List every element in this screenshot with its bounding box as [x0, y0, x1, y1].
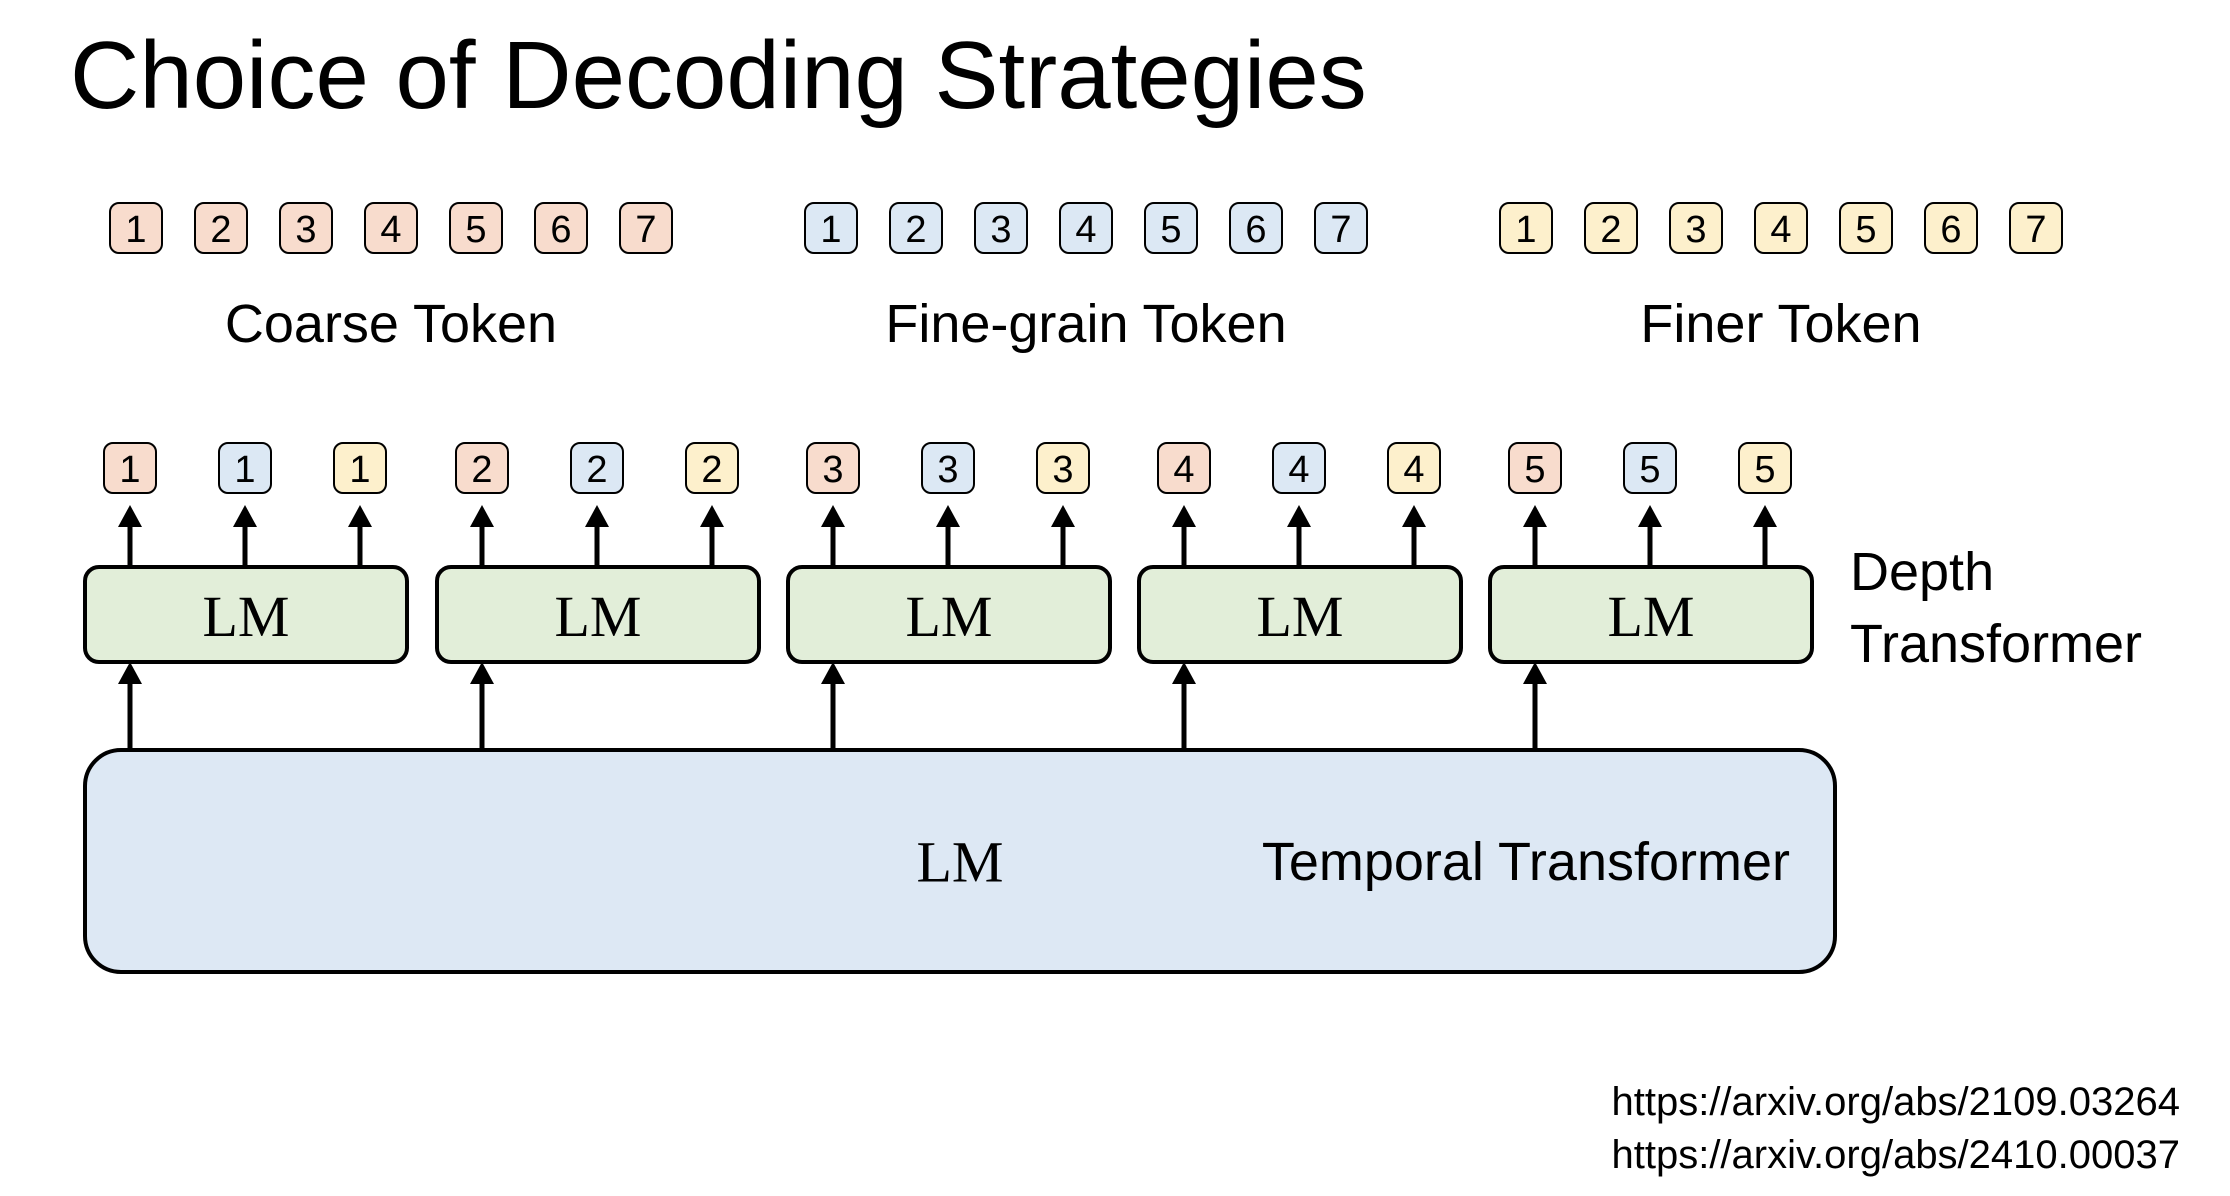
- output-token-label: 4: [1288, 449, 1310, 491]
- input-arrow-head: [470, 662, 494, 684]
- input-arrow-head: [1523, 662, 1547, 684]
- token-label: 2: [1600, 209, 1622, 251]
- output-token-label: 1: [349, 449, 371, 491]
- token-label: 4: [1770, 209, 1792, 251]
- output-arrow-head: [470, 505, 494, 527]
- token-groups: [110, 203, 2062, 354]
- token-label: 4: [380, 209, 402, 251]
- token-label: 3: [295, 209, 317, 251]
- token-label: 1: [1515, 209, 1537, 251]
- input-arrow-head: [1172, 662, 1196, 684]
- token-group: [110, 203, 672, 354]
- input-arrow-head: [821, 662, 845, 684]
- token-group-label: Coarse Token: [224, 294, 558, 354]
- depth-step: [1139, 443, 1461, 750]
- slide-title: Choice of Decoding Strategies: [70, 22, 1367, 129]
- token-group: [1500, 203, 2062, 354]
- depth-lm-label: LM: [905, 584, 993, 649]
- output-arrow-head: [1523, 505, 1547, 527]
- output-arrow-head: [1172, 505, 1196, 527]
- output-token-label: 5: [1524, 449, 1546, 491]
- depth-lm-label: LM: [1256, 584, 1344, 649]
- output-arrow-head: [233, 505, 257, 527]
- token-label: 7: [2025, 209, 2047, 251]
- output-token-label: 2: [701, 449, 723, 491]
- depth-step: [788, 443, 1110, 750]
- output-arrow-head: [1402, 505, 1426, 527]
- output-arrow-head: [1287, 505, 1311, 527]
- output-token-label: 4: [1173, 449, 1195, 491]
- reference-link[interactable]: https://arxiv.org/abs/2109.03264: [1611, 1080, 2180, 1124]
- token-label: 4: [1075, 209, 1097, 251]
- output-token-label: 1: [234, 449, 256, 491]
- token-label: 5: [465, 209, 487, 251]
- temporal-transformer-label: Temporal Transformer: [1261, 832, 1790, 892]
- input-arrow-head: [118, 662, 142, 684]
- depth-transformer-label: Transformer: [1850, 614, 2143, 674]
- token-group: [805, 203, 1367, 354]
- token-label: 1: [125, 209, 147, 251]
- output-token-label: 2: [471, 449, 493, 491]
- output-arrow-head: [821, 505, 845, 527]
- token-group-label: Finer Token: [1640, 294, 1922, 354]
- depth-lm-label: LM: [554, 584, 642, 649]
- reference-link[interactable]: https://arxiv.org/abs/2410.00037: [1611, 1133, 2180, 1177]
- output-arrow-head: [585, 505, 609, 527]
- token-label: 5: [1160, 209, 1182, 251]
- depth-step: [437, 443, 759, 750]
- depth-transformer-label: Depth: [1850, 542, 1995, 602]
- token-label: 6: [1245, 209, 1267, 251]
- token-label: 5: [1855, 209, 1877, 251]
- depth-step: [85, 443, 407, 750]
- output-token-label: 5: [1754, 449, 1776, 491]
- temporal-lm-label: LM: [916, 829, 1004, 895]
- token-label: 3: [1685, 209, 1707, 251]
- token-label: 7: [1330, 209, 1352, 251]
- token-label: 6: [550, 209, 572, 251]
- token-label: 7: [635, 209, 657, 251]
- output-token-label: 3: [937, 449, 959, 491]
- output-arrow-head: [936, 505, 960, 527]
- output-token-label: 2: [586, 449, 608, 491]
- output-token-label: 5: [1639, 449, 1661, 491]
- depth-lm-label: LM: [1607, 584, 1695, 649]
- depth-step: [1490, 443, 1812, 750]
- output-token-label: 4: [1403, 449, 1425, 491]
- output-arrow-head: [1753, 505, 1777, 527]
- output-arrow-head: [1051, 505, 1075, 527]
- token-label: 6: [1940, 209, 1962, 251]
- temporal-transformer: [85, 750, 1835, 972]
- token-label: 3: [990, 209, 1012, 251]
- output-token-label: 3: [1052, 449, 1074, 491]
- output-arrow-head: [1638, 505, 1662, 527]
- output-token-label: 3: [822, 449, 844, 491]
- token-group-label: Fine-grain Token: [885, 294, 1287, 354]
- output-arrow-head: [118, 505, 142, 527]
- token-label: 2: [210, 209, 232, 251]
- output-arrow-head: [348, 505, 372, 527]
- depth-lm-label: LM: [202, 584, 290, 649]
- token-label: 2: [905, 209, 927, 251]
- output-arrow-head: [700, 505, 724, 527]
- token-label: 1: [820, 209, 842, 251]
- depth-transformer-layer: [85, 443, 1812, 750]
- output-token-label: 1: [119, 449, 141, 491]
